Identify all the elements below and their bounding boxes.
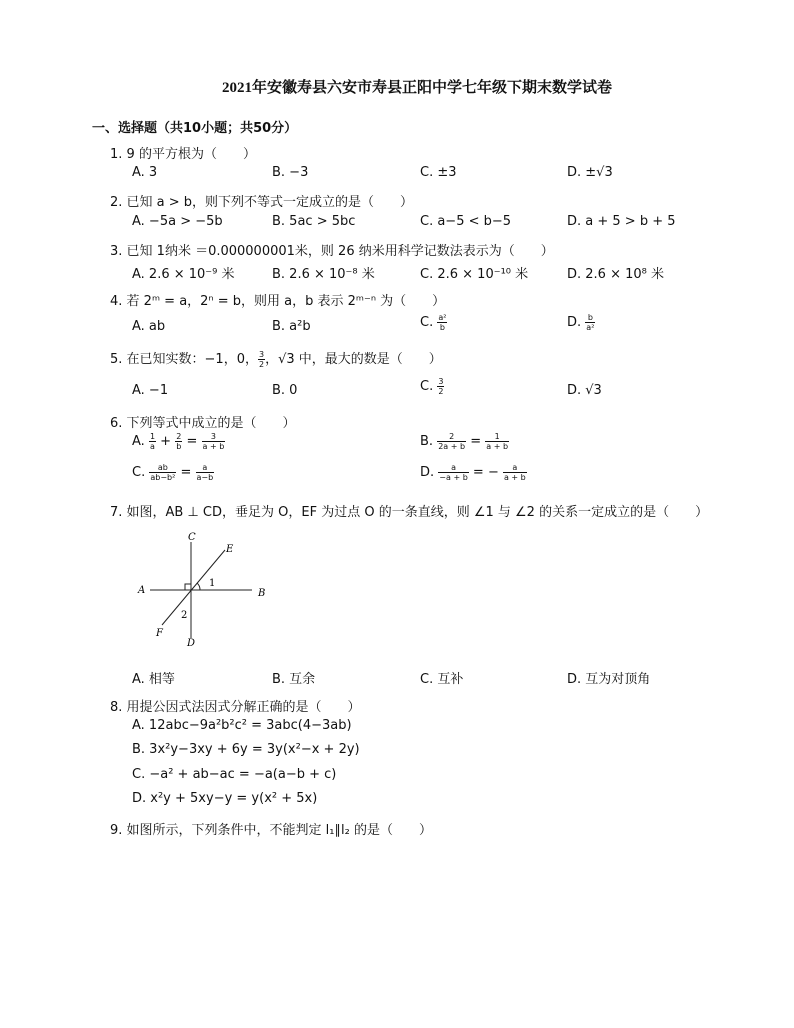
question-5-option-a[interactable]: A. −1 bbox=[132, 383, 169, 398]
question-2-stem: 2. 已知 a > b，则下列不等式一定成立的是（ ） bbox=[110, 195, 414, 210]
numerator: 3 bbox=[202, 432, 226, 442]
option-d-label: D. bbox=[567, 315, 582, 330]
option-c-label: C. bbox=[420, 315, 434, 330]
angle-2-label: 2 bbox=[181, 610, 188, 621]
question-3-stem: 3. 已知 1纳米 ＝0.000000001米，则 26 纳米用科学记数法表示为（ ） bbox=[110, 244, 554, 259]
question-5-stem bbox=[110, 348, 442, 369]
section-heading: 一、选择题（共10小题；共50分） bbox=[92, 121, 298, 136]
denominator: a bbox=[150, 442, 155, 451]
equals-sign: = − bbox=[472, 465, 499, 480]
question-3-option-a[interactable]: A. 2.6 × 10⁻⁹ 米 bbox=[132, 267, 235, 282]
fraction bbox=[202, 432, 226, 451]
question-4-option-d[interactable] bbox=[567, 313, 595, 332]
numerator: a bbox=[438, 463, 468, 473]
fraction bbox=[196, 463, 215, 482]
denominator: a + b bbox=[202, 442, 225, 451]
stem-text: ，√3 中，最大的数是（ ） bbox=[265, 352, 442, 367]
denominator: a + b bbox=[503, 473, 526, 482]
numerator: 2 bbox=[176, 432, 182, 441]
denominator: 2 bbox=[258, 360, 265, 369]
option-c-label: C. bbox=[420, 379, 434, 394]
question-1-option-a[interactable]: A. 3 bbox=[132, 165, 158, 180]
question-5-option-b[interactable]: B. 0 bbox=[272, 383, 298, 398]
question-7-option-b[interactable]: B. 互余 bbox=[272, 672, 316, 687]
question-6-option-b[interactable] bbox=[420, 432, 509, 451]
question-8-option-a[interactable]: A. 12abc−9a²b²c² = 3abc(4−3ab) bbox=[132, 718, 352, 733]
label-f: F bbox=[156, 628, 163, 639]
question-8-option-c[interactable]: C. −a² + ab−ac = −a(a−b + c) bbox=[132, 767, 337, 782]
numerator: a bbox=[503, 463, 527, 473]
label-e: E bbox=[226, 544, 234, 555]
label-d: D bbox=[187, 638, 196, 649]
question-4-option-a[interactable]: A. ab bbox=[132, 319, 166, 334]
fraction bbox=[258, 350, 265, 369]
line-ef bbox=[162, 550, 225, 625]
question-1-option-d[interactable]: D. ±√3 bbox=[567, 165, 613, 180]
fraction bbox=[585, 313, 595, 332]
question-3-option-b[interactable]: B. 2.6 × 10⁻⁸ 米 bbox=[272, 267, 375, 282]
fraction bbox=[149, 463, 176, 482]
angle-1-arc bbox=[197, 583, 200, 590]
plus-sign: + bbox=[160, 434, 172, 449]
option-c-label: C. bbox=[132, 465, 146, 480]
question-1-option-c[interactable]: C. ±3 bbox=[420, 165, 457, 180]
denominator: 2a + b bbox=[438, 442, 466, 451]
fraction bbox=[503, 463, 527, 482]
equals-sign: = bbox=[470, 434, 482, 449]
question-3-option-c[interactable]: C. 2.6 × 10⁻¹⁰ 米 bbox=[420, 267, 529, 282]
question-3-option-d[interactable]: D. 2.6 × 10⁸ 米 bbox=[567, 267, 664, 282]
numerator: b bbox=[585, 313, 595, 323]
question-2-option-b[interactable]: B. 5ac > 5bc bbox=[272, 214, 356, 229]
equals-sign: = bbox=[180, 465, 192, 480]
numerator: 3 bbox=[258, 350, 265, 359]
fraction bbox=[437, 313, 447, 332]
option-d-label: D. bbox=[420, 465, 435, 480]
exam-title: 2021年安徽寿县六安市寿县正阳中学七年级下期末数学试卷 bbox=[221, 80, 612, 96]
fraction bbox=[175, 432, 182, 451]
label-a: A bbox=[138, 585, 146, 596]
denominator: b bbox=[439, 323, 445, 332]
question-1-stem: 1. 9 的平方根为（ ） bbox=[110, 147, 256, 162]
option-b-label: B. bbox=[420, 434, 434, 449]
denominator: a + b bbox=[486, 442, 509, 451]
numerator: 1 bbox=[149, 432, 156, 441]
question-4-option-c[interactable] bbox=[420, 313, 447, 332]
question-8-option-b[interactable]: B. 3x²y−3xy + 6y = 3y(x²−x + 2y) bbox=[132, 742, 360, 757]
question-9-stem: 9. 如图所示，下列条件中，不能判定 l₁∥l₂ 的是（ ） bbox=[110, 823, 432, 838]
label-c: C bbox=[188, 532, 196, 543]
question-4-stem: 4. 若 2ᵐ = a，2ⁿ = b，则用 a，b 表示 2ᵐ⁻ⁿ 为（ ） bbox=[110, 294, 446, 309]
angle-1-label: 1 bbox=[209, 578, 216, 589]
fraction bbox=[149, 432, 156, 451]
numerator: a bbox=[196, 463, 215, 473]
question-8-stem: 8. 用提公因式法因式分解正确的是（ ） bbox=[110, 700, 361, 715]
perpendicular-lines-figure bbox=[130, 528, 280, 650]
label-b: B bbox=[258, 588, 266, 599]
question-2-option-a[interactable]: A. −5a > −5b bbox=[132, 214, 223, 229]
question-5-option-d[interactable]: D. √3 bbox=[567, 383, 602, 398]
denominator: −a + b bbox=[439, 473, 468, 482]
question-7-option-d[interactable]: D. 互为对顶角 bbox=[567, 672, 651, 687]
question-6-option-d[interactable] bbox=[420, 463, 527, 482]
fraction bbox=[437, 377, 444, 396]
question-7-option-c[interactable]: C. 互补 bbox=[420, 672, 464, 687]
question-6-option-a[interactable] bbox=[132, 432, 225, 451]
question-6-option-c[interactable] bbox=[132, 463, 214, 482]
numerator: 3 bbox=[438, 377, 444, 386]
fraction bbox=[438, 463, 468, 482]
stem-text: 5. 在已知实数：−1，0， bbox=[110, 352, 258, 367]
question-2-option-d[interactable]: D. a + 5 > b + 5 bbox=[567, 214, 676, 229]
question-1-option-b[interactable]: B. −3 bbox=[272, 165, 309, 180]
denominator: b bbox=[176, 442, 182, 451]
question-6-stem: 6. 下列等式中成立的是（ ） bbox=[110, 416, 296, 431]
question-8-option-d[interactable]: D. x²y + 5xy−y = y(x² + 5x) bbox=[132, 791, 318, 806]
fraction bbox=[437, 432, 466, 451]
numerator: ab bbox=[149, 463, 176, 473]
numerator: 2 bbox=[437, 432, 466, 442]
option-a-label: A. bbox=[132, 434, 145, 449]
fraction bbox=[485, 432, 509, 451]
equals-sign: = bbox=[186, 434, 198, 449]
question-5-option-c[interactable] bbox=[420, 377, 444, 396]
question-7-stem: 7. 如图，AB ⊥ CD，垂足为 O，EF 为过点 O 的一条直线，则 ∠1 与 ∠2 的关系一定成立的是（ ） bbox=[110, 505, 709, 520]
right-angle-mark bbox=[185, 584, 191, 590]
denominator: 2 bbox=[438, 387, 444, 396]
question-4-option-b[interactable]: B. a²b bbox=[272, 319, 311, 334]
denominator: a−b bbox=[196, 473, 214, 482]
numerator: a² bbox=[438, 313, 447, 322]
numerator: 1 bbox=[485, 432, 509, 442]
question-2-option-c[interactable]: C. a−5 < b−5 bbox=[420, 214, 512, 229]
denominator: a² bbox=[586, 323, 595, 332]
question-7-option-a[interactable]: A. 相等 bbox=[132, 672, 175, 687]
denominator: ab−b² bbox=[150, 473, 176, 482]
